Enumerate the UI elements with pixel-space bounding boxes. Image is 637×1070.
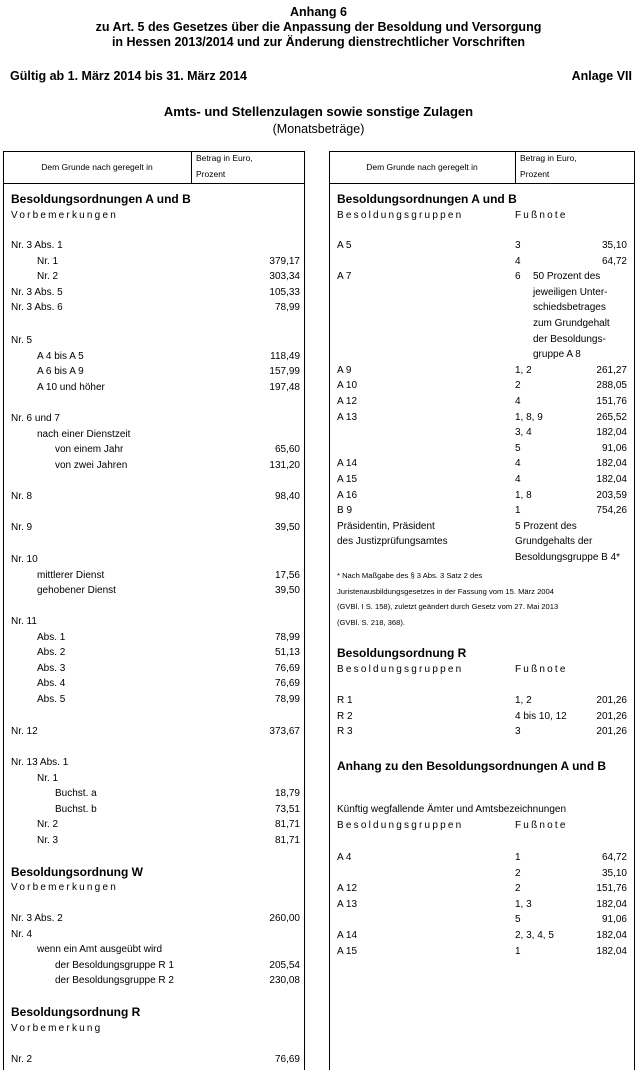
right-annex-description: Künftig wegfallende Ämter und Amtsbezeichnungen [337,804,567,815]
left-section-title-r: Besoldungsordnung R [11,1005,141,1019]
right-header-basis: Dem Grunde nach geregelt in [366,162,478,172]
right-row-group: A 15 [337,474,358,485]
left-row-label: Abs. 3 [37,662,66,674]
right-row-group: A 16 [337,489,358,501]
left-row-label: Nr. 11 [11,616,37,627]
right-row-value: 182,04 [596,898,627,910]
validity-period: Gültig ab 1. März 2014 bis 31. März 2014 [10,69,247,83]
right-row-footnote: 4 [515,458,521,470]
right-row-footnote: 6 [515,271,521,283]
page-subtitle: (Monatsbeträge) [272,122,365,136]
right-row-footnote: 5 Prozent des [515,520,577,532]
left-row-label: Nr. 1 [37,772,59,784]
right-row-group: A 4 [337,852,352,863]
right-row-group: A 13 [337,898,358,910]
left-row-value: 205,54 [269,959,300,971]
left-row-label: der Besoldungsgruppe R 1 [55,959,174,971]
left-row-value: 76,69 [274,1054,300,1065]
left-row-label: Abs. 2 [37,647,66,659]
left-section-subtitle-r: Vorbemerkung [11,1023,103,1034]
left-header-amount-1: Betrag in Euro, [196,153,253,163]
left-row-label: Nr. 5 [11,335,33,346]
right-row-footnote: 5 [515,914,521,926]
right-row-value: 182,04 [596,930,627,941]
right-row-footnote: 1, 8 [515,489,532,501]
right-row-footnote: 4 [515,255,521,267]
right-row-footnote: 2 [515,380,521,392]
left-row-label: A 4 bis A 5 [37,350,84,362]
left-row-value: 39,50 [274,522,300,533]
right-subheader-footnote: Fußnote [515,210,568,221]
left-row-label: Nr. 3 Abs. 1 [11,240,63,251]
left-row-value: 81,71 [274,819,300,831]
right-row-footnote: 1, 8, 9 [515,411,543,423]
left-row-label: Abs. 5 [37,694,66,705]
right-row-value: 182,04 [596,458,627,470]
right-row-value: der Besoldungs- [533,333,606,345]
right-row-value: 265,52 [596,411,627,423]
right-row-footnote: 1, 3 [515,898,532,910]
left-row-label: Nr. 12 [11,726,38,737]
right-row-value: 261,27 [596,364,627,376]
left-row-value: 81,71 [274,835,300,846]
left-row-value: 105,33 [269,286,300,298]
right-row-value: 91,06 [601,442,627,454]
left-row-label: von zwei Jahren [55,459,128,471]
right-row-footnote: 4 bis 10, 12 [515,710,567,722]
right-row-value: 151,76 [596,883,627,895]
left-row-value: 76,69 [274,662,300,674]
right-row-footnote: 1, 2 [515,364,532,376]
left-row-label: Nr. 2 [11,1054,33,1065]
left-row-label: nach einer Dienstzeit [37,428,131,440]
right-row-footnote: 5 [515,442,521,454]
right-row-group: A 15 [337,945,358,957]
right-row-footnote: Grundgehalts der [515,536,593,548]
right-row-group: des Justizprüfungsamtes [337,536,448,548]
left-row-label: Nr. 3 [37,835,59,846]
right-subheader-footnote: Fußnote [515,820,568,831]
right-row-value: 182,04 [596,474,627,485]
annex-number: Anhang 6 [290,5,347,19]
left-row-value: 18,79 [274,788,300,800]
right-row-group: A 13 [337,411,358,423]
left-row-label: Abs. 1 [37,631,66,643]
left-section-title-w: Besoldungsordnung W [11,865,143,879]
right-row-footnote: 3 [515,726,521,738]
left-row-value: 230,08 [269,975,300,987]
right-subheader-groups: Besoldungsgruppen [337,664,464,675]
right-row-value: 288,05 [596,380,627,392]
right-row-group: A 5 [337,240,352,251]
right-row-footnote: 3, 4 [515,427,532,439]
left-row-value: 118,49 [270,350,300,362]
left-row-value: 260,00 [269,913,300,924]
right-row-footnote: 2, 3, 4, 5 [515,930,554,941]
right-row-footnote: 2 [515,867,521,879]
right-subheader-footnote: Fußnote [515,664,568,675]
right-row-footnote: 3 [515,240,521,251]
left-row-label: Nr. 1 [37,255,59,267]
left-row-label: Nr. 3 Abs. 5 [11,286,63,298]
right-row-value: 151,76 [596,396,627,407]
left-row-value: 39,50 [274,585,300,597]
right-row-value: 201,26 [596,710,627,722]
right-row-value: 35,10 [601,867,627,879]
left-row-value: 78,99 [274,302,300,314]
left-row-value: 78,99 [274,694,300,705]
left-row-label: Nr. 4 [11,928,33,940]
left-row-label: wenn ein Amt ausgeübt wird [37,944,163,956]
left-row-value: 197,48 [269,381,300,393]
left-row-label: gehobener Dienst [37,585,116,597]
right-row-group: A 14 [337,458,358,470]
right-header-divider [329,183,635,184]
left-row-value: 51,13 [274,647,300,659]
left-row-label: Nr. 8 [11,491,33,502]
right-row-value: 201,26 [596,695,627,706]
left-row-label: mittlerer Dienst [37,569,105,581]
left-row-value: 373,67 [269,726,300,737]
right-row-value: 182,04 [596,427,627,439]
right-row-value: 201,26 [596,726,627,738]
left-section-subtitle-ab: Vorbemerkungen [11,210,118,221]
right-section-title-ab: Besoldungsordnungen A und B [337,192,517,206]
footnote-line: (GVBl. S. 218, 368). [337,618,405,627]
left-row-label: Nr. 3 Abs. 2 [11,913,63,924]
left-row-value: 76,69 [274,678,300,690]
right-row-footnote: 1 [515,505,521,517]
right-row-group: R 2 [337,710,353,722]
left-row-label: Nr. 6 und 7 [11,413,60,424]
left-row-value: 17,56 [274,569,300,581]
left-row-label: Buchst. a [55,788,97,800]
right-row-value: gruppe A 8 [533,349,581,361]
footnote-line: * Nach Maßgabe des § 3 Abs. 3 Satz 2 des [337,571,483,580]
left-header-col-divider [191,151,192,183]
left-row-label: A 10 und höher [37,381,105,393]
left-row-label: Abs. 4 [37,678,66,690]
left-header-divider [3,183,305,184]
right-row-footnote: 4 [515,396,521,407]
right-row-footnote: 1, 2 [515,695,532,706]
right-row-group: R 1 [337,695,353,706]
left-row-value: 131,20 [269,459,300,471]
right-row-group: A 12 [337,396,358,407]
left-row-value: 379,17 [269,255,300,267]
right-row-group: A 9 [337,364,352,376]
right-row-value: 203,59 [596,489,627,501]
attachment-label: Anlage VII [571,69,632,83]
left-row-label: Buchst. b [55,803,97,815]
right-row-value: 64,72 [601,852,627,863]
right-row-value: 64,72 [601,255,627,267]
left-row-label: Nr. 10 [11,554,38,565]
right-row-group: A 10 [337,380,358,392]
right-row-footnote: 4 [515,474,521,485]
right-row-value: 754,26 [596,505,627,517]
right-row-value: 182,04 [596,945,627,957]
right-row-group: Präsidentin, Präsident [337,520,435,532]
left-row-value: 98,40 [274,491,300,502]
left-header-amount-2: Prozent [196,169,226,179]
right-row-footnote: 1 [515,852,521,863]
left-row-label: Nr. 3 Abs. 6 [11,302,63,314]
right-subheader-groups: Besoldungsgruppen [337,820,464,831]
annex-line-2: zu Art. 5 des Gesetzes über die Anpassung der Besoldung und Versorgung [95,20,542,34]
right-section-title-annex: Anhang zu den Besoldungsordnungen A und B [337,759,607,773]
left-section-title-ab: Besoldungsordnungen A und B [11,192,191,206]
right-row-value: 50 Prozent des [533,271,601,283]
right-row-group: A 14 [337,930,358,941]
right-header-amount-1: Betrag in Euro, [520,153,577,163]
right-row-value: zum Grundgehalt [533,318,610,329]
right-row-footnote: 2 [515,883,521,895]
left-row-label: der Besoldungsgruppe R 2 [55,975,174,987]
left-row-value: 78,99 [274,631,300,643]
left-row-label: Nr. 2 [37,819,59,831]
right-row-group: B 9 [337,505,353,517]
page-title: Amts- und Stellenzulagen sowie sonstige Zulagen [163,104,474,119]
right-header-col-divider [515,151,516,183]
right-subheader-groups: Besoldungsgruppen [337,210,464,221]
left-row-value: 157,99 [269,366,300,378]
right-row-value: jeweiligen Unter- [533,286,608,298]
left-row-value: 73,51 [274,803,300,815]
left-section-subtitle-w: Vorbemerkungen [11,882,118,893]
right-row-footnote: 1 [515,945,521,957]
right-row-footnote: Besoldungsgruppe B 4* [515,552,621,563]
footnote-line: (GVBl. I S. 158), zuletzt geändert durch Gesetz vom 27. Mai 2013 [337,602,559,611]
left-row-label: von einem Jahr [55,444,124,456]
footnote-line: Juristenausbildungsgesetzes in der Fassung vom 15. März 2004 [337,587,554,596]
left-row-label: A 6 bis A 9 [37,366,84,378]
annex-line-3: in Hessen 2013/2014 und zur Änderung dienstrechtlicher Vorschriften [111,35,526,49]
right-header-amount-2: Prozent [520,169,550,179]
left-row-value: 303,34 [269,271,300,283]
left-row-label: Nr. 9 [11,522,33,533]
right-section-title-r: Besoldungsordnung R [337,646,467,660]
right-row-group: R 3 [337,726,353,738]
left-row-label: Nr. 2 [37,271,59,283]
right-row-group: A 7 [337,271,352,283]
right-row-value: 35,10 [601,240,627,251]
right-row-value: schiedsbetrages [533,302,606,314]
left-header-basis: Dem Grunde nach geregelt in [41,162,153,172]
left-row-value: 65,60 [274,444,300,456]
right-row-value: 91,06 [601,914,627,926]
left-row-label: Nr. 13 Abs. 1 [11,757,69,768]
right-row-group: A 12 [337,883,358,895]
